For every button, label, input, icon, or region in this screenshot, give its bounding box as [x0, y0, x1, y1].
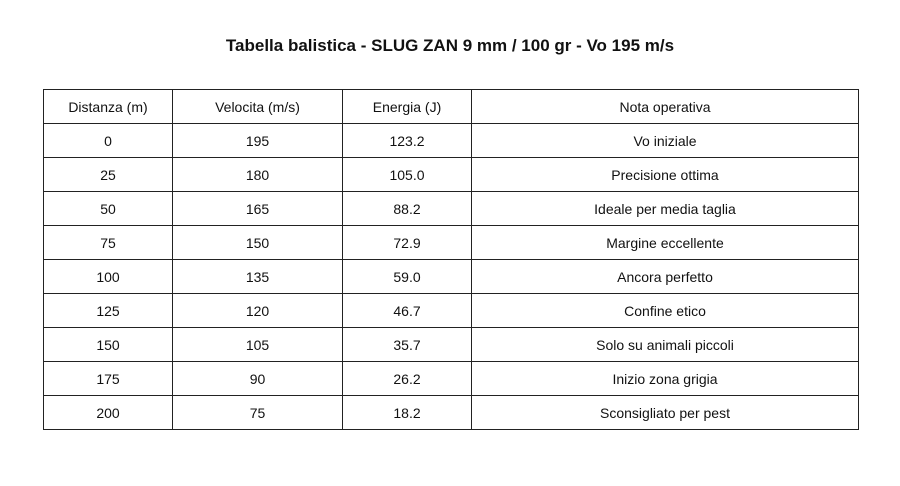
- cell-nota: Ancora perfetto: [472, 260, 859, 294]
- cell-velocita: 75: [173, 396, 343, 430]
- table-header-row: [44, 90, 859, 124]
- cell-distanza: 125: [44, 294, 173, 328]
- cell-velocita: 120: [173, 294, 343, 328]
- table-row: [44, 124, 859, 158]
- cell-velocita: 135: [173, 260, 343, 294]
- cell-nota: Ideale per media taglia: [472, 192, 859, 226]
- cell-velocita: 195: [173, 124, 343, 158]
- table-row: [44, 260, 859, 294]
- page-title: Tabella balistica - SLUG ZAN 9 mm / 100 gr - Vo 195 m/s: [225, 36, 675, 55]
- cell-velocita: 90: [173, 362, 343, 396]
- cell-nota: Sconsigliato per pest: [472, 396, 859, 430]
- cell-velocita: 150: [173, 226, 343, 260]
- table-row: [44, 396, 859, 430]
- cell-velocita: 165: [173, 192, 343, 226]
- cell-nota: Confine etico: [472, 294, 859, 328]
- cell-distanza: 175: [44, 362, 173, 396]
- cell-nota: Inizio zona grigia: [472, 362, 859, 396]
- header-distanza: Distanza (m): [44, 90, 173, 124]
- cell-distanza: 0: [44, 124, 173, 158]
- cell-nota: Margine eccellente: [472, 226, 859, 260]
- ballistic-table: [43, 89, 859, 430]
- header-energia: Energia (J): [343, 90, 472, 124]
- table-row: [44, 226, 859, 260]
- cell-distanza: 25: [44, 158, 173, 192]
- cell-energia: 72.9: [343, 226, 472, 260]
- cell-distanza: 150: [44, 328, 173, 362]
- table-row: [44, 158, 859, 192]
- cell-energia: 46.7: [343, 294, 472, 328]
- table-row: [44, 294, 859, 328]
- cell-energia: 105.0: [343, 158, 472, 192]
- cell-energia: 26.2: [343, 362, 472, 396]
- cell-nota: Precisione ottima: [472, 158, 859, 192]
- table-row: [44, 328, 859, 362]
- cell-distanza: 200: [44, 396, 173, 430]
- header-nota: Nota operativa: [472, 90, 859, 124]
- cell-distanza: 50: [44, 192, 173, 226]
- cell-energia: 35.7: [343, 328, 472, 362]
- cell-energia: 123.2: [343, 124, 472, 158]
- table-row: [44, 362, 859, 396]
- cell-energia: 59.0: [343, 260, 472, 294]
- cell-velocita: 180: [173, 158, 343, 192]
- header-velocita: Velocita (m/s): [173, 90, 343, 124]
- cell-nota: Vo iniziale: [472, 124, 859, 158]
- cell-energia: 88.2: [343, 192, 472, 226]
- cell-velocita: 105: [173, 328, 343, 362]
- cell-distanza: 75: [44, 226, 173, 260]
- cell-nota: Solo su animali piccoli: [472, 328, 859, 362]
- cell-energia: 18.2: [343, 396, 472, 430]
- table-row: [44, 192, 859, 226]
- cell-distanza: 100: [44, 260, 173, 294]
